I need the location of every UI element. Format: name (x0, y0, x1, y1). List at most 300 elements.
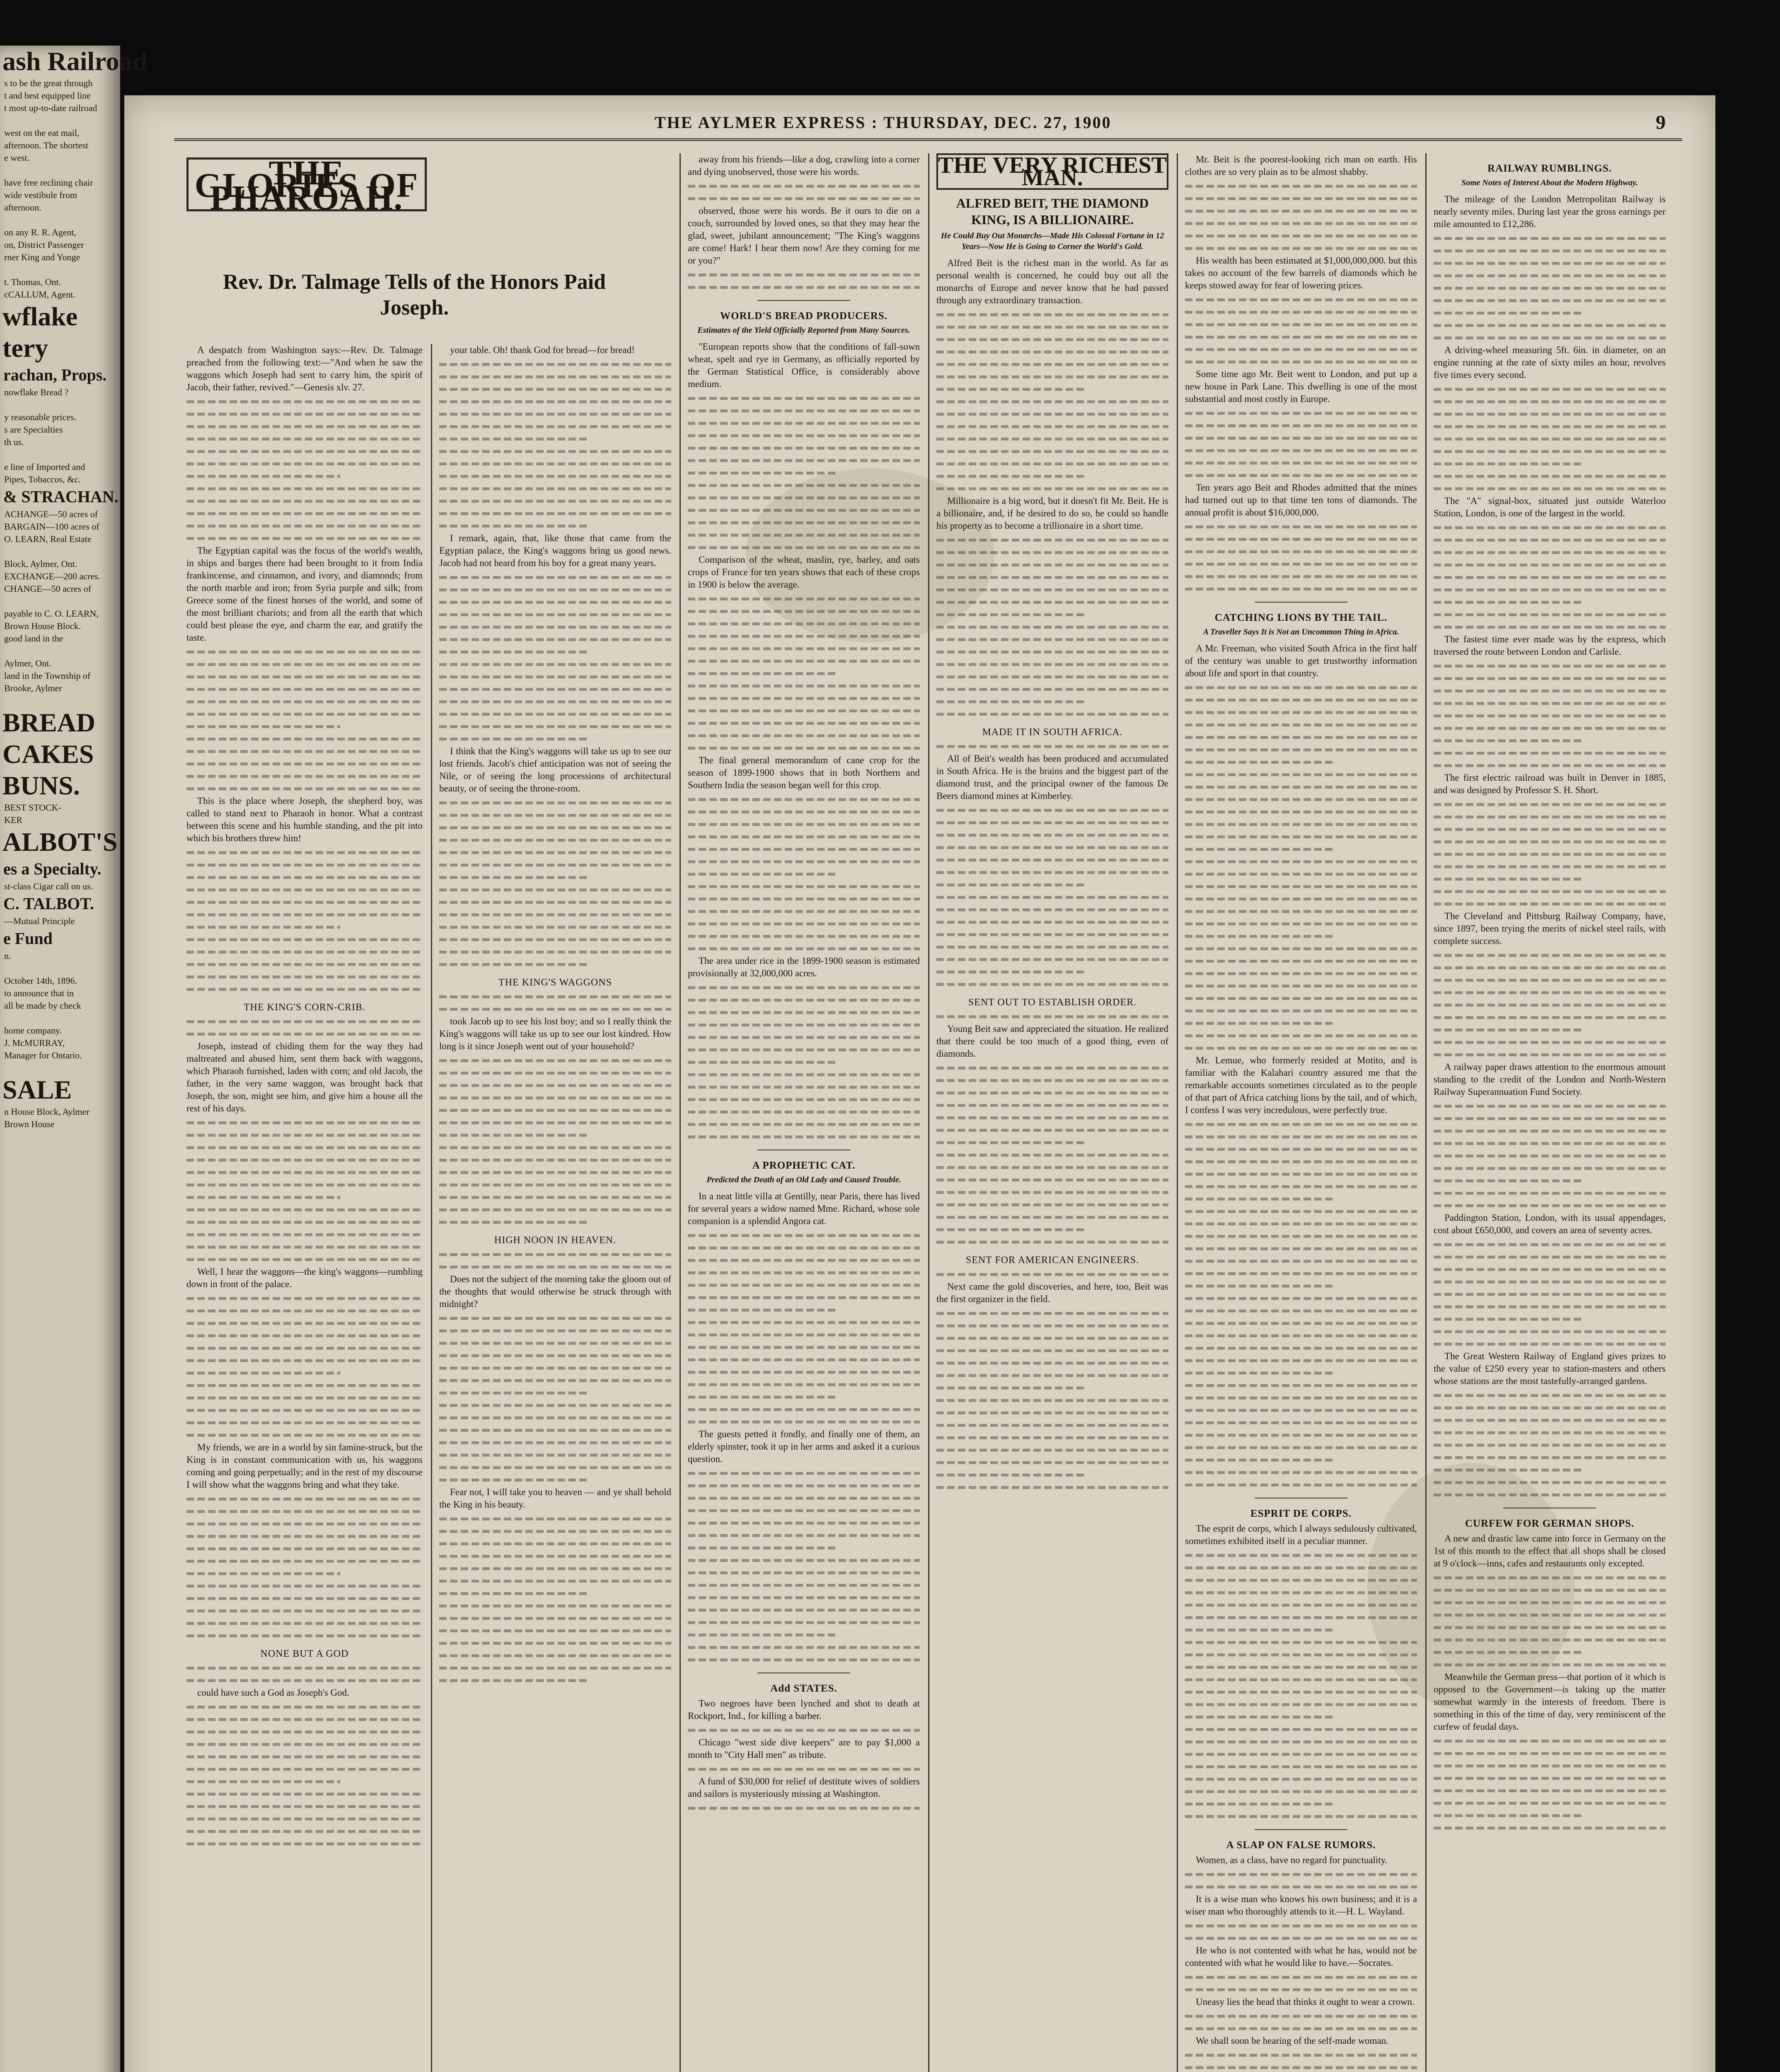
article-paragraph: away from his friends—like a dog, crawling into a corner and dying unobserved, those were his words. (688, 154, 920, 177)
text-line (439, 457, 671, 470)
fragment-line: afternoon. (4, 202, 41, 213)
text-line (1434, 420, 1666, 433)
text-line (1185, 781, 1417, 793)
text-line (936, 816, 1168, 829)
text-line (1185, 1029, 1417, 1042)
text-line (1185, 242, 1417, 254)
text-line (1185, 1868, 1417, 1881)
text-line (1185, 1479, 1417, 1491)
text-line (688, 392, 920, 404)
text-line (439, 834, 671, 846)
text-line (688, 1329, 920, 1341)
text-line (688, 1629, 920, 1641)
section-heading: MADE IT IN SOUTH AFRICA. (982, 727, 1123, 738)
text-line (186, 1580, 423, 1592)
article-paragraph: All of Beit's wealth has been produced and accumulated in South Africa. He is the brains and the biggest part of the diamond trust, and the principal owner of the famous De Beers diamond mines at Kimberley. (936, 753, 1168, 801)
text-line (688, 1591, 920, 1604)
text-line (439, 420, 671, 433)
fragment-line: e west. (4, 152, 30, 163)
text-line (688, 1019, 920, 1031)
separator (757, 300, 850, 301)
text-line (439, 733, 671, 745)
text-line (186, 1429, 423, 1441)
text-line (936, 1369, 1168, 1382)
article-paragraph: A despatch from Washington says:—Rev. Dr. Talmage preached from the following text:—"And when he saw the waggons which Joseph had sent to carry him, the spirit of Jacob, their father, revived."—Genesis xlv. 27. (186, 345, 423, 392)
text-line (186, 1154, 423, 1166)
text-line (1185, 1441, 1417, 1454)
text-line (688, 180, 920, 192)
text-line (936, 333, 1168, 346)
text-line (936, 571, 1168, 583)
text-line (688, 1304, 920, 1316)
article-paragraph: Millionaire is a big word, but it doesn't fit Mr. Beit. He is a billionaire, and, if he desired to do so, he could so handle his property as to become a trillionaire in a short time. (936, 496, 1168, 531)
article-paragraph: I remark, again, that, like those that came from the Egyptian palace, the King's waggons bring us good news. Jacob had not heard from his boy for a great many years. (439, 533, 671, 568)
text-line (1434, 457, 1666, 470)
left-page-fragment (0, 46, 148, 2072)
fragment-line: e Fund (3, 929, 53, 948)
text-line (688, 793, 920, 806)
text-line (1185, 205, 1417, 217)
text-line (688, 1279, 920, 1291)
text-line (1434, 1251, 1666, 1263)
text-line (1185, 1342, 1417, 1354)
text-line (688, 1554, 920, 1566)
text-line (439, 670, 671, 683)
text-line (186, 1416, 423, 1429)
text-line (1185, 706, 1417, 719)
text-line (1434, 1112, 1666, 1125)
text-line (186, 1354, 423, 1367)
text-line (936, 708, 1168, 720)
article-paragraph: My friends, we are in a world by sin famine-struck, but the King is in constant communication with us, his waggons coming and going perpetually; and in the rest of my discourse I will show what the waggons bring and what they take. (186, 1442, 423, 1490)
text-line (1185, 1367, 1417, 1379)
text-line (936, 1198, 1168, 1211)
fragment-filler (0, 595, 120, 608)
text-line (1185, 1205, 1417, 1218)
fragment-line: land in the Township of (4, 670, 91, 681)
text-line (688, 541, 920, 554)
text-line (186, 1837, 423, 1850)
article-paragraph: A driving-wheel measuring 5ft. 6in. in diameter, on an engine running at the rate of sixty miles an hour, revolves five times every second. (1434, 345, 1666, 380)
text-line (439, 482, 671, 495)
text-line (936, 633, 1168, 646)
text-line (688, 1043, 920, 1056)
text-line (688, 1291, 920, 1304)
text-line (688, 1529, 920, 1542)
fragment-line: & STRACHAN. (3, 487, 119, 506)
text-line (936, 457, 1168, 470)
article-paragraph: A Mr. Freeman, who visited South Africa in the first half of the century was unable to get trustworthy information about life and sport in that country. (1185, 643, 1417, 678)
article-paragraph: The mileage of the London Metropolitan Railway is nearly seventy miles. During last year the gross earnings per mile amounted to £12,286. (1434, 194, 1666, 229)
text-line (1185, 1292, 1417, 1305)
text-line (688, 1068, 920, 1081)
column-1-body (186, 344, 423, 2072)
text-line (688, 1130, 920, 1143)
text-line (688, 281, 920, 293)
text-line (439, 1612, 671, 1624)
text-line (1185, 1317, 1417, 1329)
text-line (439, 1474, 671, 1486)
text-line (1185, 1454, 1417, 1466)
article-paragraph: Women, as a class, have no regard for punctuality. (1196, 1855, 1388, 1865)
text-line (1434, 596, 1666, 608)
text-line (439, 908, 671, 921)
text-line (439, 1575, 671, 1587)
text-line (1434, 1338, 1666, 1350)
headline-glories: THE GLORIES OF PHAROAH. (186, 157, 427, 211)
text-line (1434, 860, 1666, 873)
text-line (186, 1542, 423, 1555)
text-line (439, 1399, 671, 1411)
text-line (688, 1242, 920, 1254)
text-line (688, 429, 920, 442)
text-line (186, 846, 423, 859)
text-line (439, 846, 671, 859)
text-line (1185, 756, 1417, 768)
article-paragraph: The final general memorandum of cane crop for the season of 1899-1900 shows that in both Northern and Southern India the season began well for this crop. (688, 755, 920, 790)
fragment-filler (0, 164, 120, 177)
text-line (439, 1600, 671, 1612)
text-line (186, 408, 423, 420)
fragment-filler (0, 1062, 120, 1074)
text-line (1434, 1747, 1666, 1760)
text-line (688, 868, 920, 880)
text-line (186, 1662, 423, 1674)
fragment-line: Pipes, Tobaccos, &c. (4, 474, 81, 484)
text-line (439, 1141, 671, 1154)
fragment-line: west on the eat mail, (4, 128, 80, 138)
text-line (688, 818, 920, 830)
newspaper-page (124, 95, 1715, 2072)
text-line (186, 1592, 423, 1605)
text-line (688, 269, 920, 281)
text-line (439, 1129, 671, 1141)
text-line (439, 1587, 671, 1600)
text-line (186, 1567, 423, 1580)
text-line (1185, 855, 1417, 868)
text-line (1434, 685, 1666, 697)
text-line (936, 941, 1168, 953)
text-line (1185, 1466, 1417, 1479)
text-line (186, 971, 423, 983)
text-line (186, 1241, 423, 1253)
text-line (1185, 830, 1417, 843)
text-line (439, 884, 671, 896)
text-line (1434, 1100, 1666, 1112)
text-line (439, 720, 671, 733)
text-line (688, 830, 920, 843)
text-line (688, 1031, 920, 1043)
text-line (936, 596, 1168, 608)
text-line (439, 1374, 671, 1387)
text-line (936, 866, 1168, 879)
text-line (1185, 457, 1417, 469)
text-line (936, 621, 1168, 633)
text-line (439, 859, 671, 871)
text-line (439, 658, 671, 670)
text-line (186, 758, 423, 770)
text-line (1434, 1238, 1666, 1251)
text-line (439, 933, 671, 946)
column-rule (680, 153, 681, 2072)
text-line (1185, 1042, 1417, 1054)
text-line (186, 1813, 423, 1825)
fragment-line: October 14th, 1896. (4, 975, 77, 986)
subhead-talmage: Rev. Dr. Talmage Tells of the Honors Paid Joseph. (222, 270, 606, 320)
text-line (688, 655, 920, 667)
text-line (186, 1191, 423, 1203)
text-line (186, 733, 423, 745)
text-line (936, 1124, 1168, 1136)
text-line (688, 479, 920, 491)
text-line (688, 667, 920, 680)
fragment-filler (0, 114, 120, 127)
text-line (688, 1416, 920, 1428)
text-line (936, 395, 1168, 408)
text-line (688, 593, 920, 605)
article-paragraph: The first electric railroad was built in Denver in 1885, and was designed by Professor S. H. Short. (1434, 772, 1666, 795)
text-line (688, 1266, 920, 1279)
text-line (186, 1726, 423, 1738)
text-line (1185, 570, 1417, 583)
text-line (1185, 806, 1417, 818)
article-paragraph: Young Beit saw and appreciated the situation. He realized that there could be too much of a good thing, even of diamonds. (936, 1024, 1168, 1059)
text-line (439, 1662, 671, 1674)
headline-richest-man: THE VERY RICHEST MAN. (936, 153, 1168, 190)
text-line (1434, 534, 1666, 546)
text-line (688, 680, 920, 692)
text-line (1434, 660, 1666, 672)
text-line (688, 630, 920, 642)
text-line (186, 1015, 423, 1028)
text-line (936, 1074, 1168, 1087)
fragment-line: Aylmer, Ont. (4, 658, 51, 668)
article-paragraph: Next came the gold discoveries, and here, too, Beit was the first organizer in the field. (936, 1281, 1168, 1304)
text-line (186, 1518, 423, 1530)
text-line (688, 617, 920, 630)
heading-bread-producers: WORLD'S BREAD PRODUCERS. (720, 310, 888, 322)
masthead (174, 109, 1682, 141)
text-line (688, 1353, 920, 1366)
text-line (1185, 545, 1417, 558)
text-line (936, 1319, 1168, 1332)
text-line (186, 433, 423, 445)
heading-railway-rumblings: RAILWAY RUMBLINGS. (1487, 163, 1612, 174)
text-line (688, 704, 920, 717)
text-line (1434, 1621, 1666, 1634)
text-line (936, 1211, 1168, 1223)
text-line (688, 192, 920, 205)
text-line (186, 958, 423, 971)
text-line (1434, 408, 1666, 420)
text-line (1185, 1017, 1417, 1029)
text-line (936, 608, 1168, 621)
text-line (1185, 1329, 1417, 1342)
text-line (1434, 1288, 1666, 1300)
text-line (1185, 558, 1417, 570)
section-heading: HIGH NOON IN HEAVEN. (494, 1235, 617, 1246)
fragment-filler (0, 962, 120, 975)
article-paragraph: The "A" signal-box, situated just outside Waterloo Station, London, is one of the largest in the world. (1434, 496, 1666, 518)
text-line (439, 1624, 671, 1637)
text-line (1434, 1125, 1666, 1137)
text-line (186, 921, 423, 933)
text-line (186, 1116, 423, 1129)
text-line (936, 482, 1168, 495)
article-paragraph: We shall soon be hearing of the self-made woman. (1196, 2036, 1389, 2046)
text-line (186, 983, 423, 995)
text-line (936, 321, 1168, 333)
column-rule (1177, 153, 1178, 2072)
text-line (1185, 1242, 1417, 1255)
fragment-filler (0, 264, 120, 276)
text-line (439, 1261, 671, 1273)
text-line (1185, 1404, 1417, 1416)
text-line (1185, 992, 1417, 1005)
text-line (688, 1056, 920, 1068)
text-line (1434, 445, 1666, 457)
text-line (688, 1081, 920, 1093)
text-line (1185, 1971, 1417, 1983)
text-line (936, 1431, 1168, 1444)
text-line (1185, 331, 1417, 343)
text-line (439, 821, 671, 834)
text-line (186, 1342, 423, 1354)
article-paragraph: Alfred Beit is the richest man in the world. As far as personal wealth is concerned, he could buy out all the monarchs of Europe and never know that he had passed through any extraordinary transaction. (936, 258, 1168, 305)
text-line (688, 1492, 920, 1504)
text-line (439, 608, 671, 621)
text-line (688, 504, 920, 516)
fragment-line: ash Railroad (2, 46, 148, 76)
text-line (186, 1750, 423, 1763)
text-line (1434, 1048, 1666, 1061)
fragment-filler (0, 1130, 120, 1143)
article-paragraph: Ten years ago Beit and Rhodes admitted that the mines had turned out up to that time ten tons of diamonds. The annual profit is about $16,000,000. (1185, 482, 1417, 518)
text-line (936, 804, 1168, 816)
text-line (439, 1411, 671, 1424)
text-line (1185, 768, 1417, 781)
text-line (688, 1763, 920, 1775)
text-line (1434, 1276, 1666, 1288)
text-line (439, 1461, 671, 1474)
text-line (1434, 1451, 1666, 1464)
article-paragraph: The guests petted it fondly, and finally one of them, an elderly spinster, took it up in her arms and asked it a curious question. (688, 1429, 920, 1464)
text-line (1434, 1760, 1666, 1772)
article-paragraph: A fund of $30,000 for relief of destitute wives of soldiers and sailors is mysteriously missing at Washington. (688, 1776, 920, 1799)
text-line (936, 854, 1168, 866)
text-line (1185, 1549, 1417, 1561)
text-line (439, 1079, 671, 1092)
text-line (186, 708, 423, 720)
text-line (688, 1479, 920, 1492)
text-line (439, 495, 671, 507)
text-line (1185, 1636, 1417, 1648)
text-line (186, 859, 423, 871)
text-line (1185, 356, 1417, 368)
text-line (1185, 1648, 1417, 1661)
text-line (439, 683, 671, 695)
fragment-line: C. TALBOT. (3, 894, 94, 913)
text-line (1434, 974, 1666, 986)
fragment-line: BEST STOCK- (4, 802, 61, 813)
text-line (439, 646, 671, 658)
text-line (936, 1268, 1168, 1280)
text-line (1185, 1599, 1417, 1611)
text-line (688, 417, 920, 429)
fragment-line: th us. (4, 437, 24, 447)
text-line (1185, 306, 1417, 318)
text-line (1185, 1305, 1417, 1317)
fragment-line: t. Thomas, Ont. (4, 277, 61, 287)
section-heading: SENT OUT TO ESTABLISH ORDER. (968, 997, 1137, 1008)
text-line (1185, 1255, 1417, 1267)
text-line (186, 1228, 423, 1241)
text-line (688, 1106, 920, 1118)
text-line (688, 905, 920, 917)
text-line (186, 720, 423, 733)
fragment-line: y reasonable prices. (4, 412, 77, 422)
text-line (439, 596, 671, 608)
deck-railway-rumblings: Some Notes of Interest About the Modern Highway. (1461, 178, 1638, 187)
text-line (1185, 1698, 1417, 1711)
text-line (936, 740, 1168, 753)
text-line (1185, 868, 1417, 880)
text-line (1434, 282, 1666, 294)
text-line (1434, 383, 1666, 395)
text-line (439, 1324, 671, 1337)
text-line (936, 1456, 1168, 1469)
text-line (1185, 905, 1417, 917)
text-line (688, 1378, 920, 1391)
text-line (1185, 1392, 1417, 1404)
text-line (439, 408, 671, 420)
text-line (1185, 1280, 1417, 1292)
text-line (1434, 319, 1666, 332)
text-line (1185, 1711, 1417, 1723)
text-line (1185, 1920, 1417, 1932)
text-line (936, 559, 1168, 571)
text-line (1185, 1429, 1417, 1441)
article-paragraph: The Great Western Railway of England gives prizes to the value of £250 every year to station-masters and others whose stations are the most tastefully-arranged gardens. (1434, 1351, 1666, 1386)
text-line (936, 383, 1168, 395)
text-line (186, 1788, 423, 1800)
text-line (186, 1379, 423, 1392)
text-line (1434, 1571, 1666, 1584)
deck-catching-lions: A Traveller Says It is Not an Uncommon Thing in Africa. (1203, 627, 1399, 637)
fragment-filler (0, 545, 120, 558)
text-line (186, 1129, 423, 1141)
text-line (688, 1391, 920, 1403)
masthead-title: THE AYLMER EXPRESS : THURSDAY, DEC. 27, 1900 (655, 113, 1112, 132)
text-line (688, 442, 920, 454)
fragment-line: rachan, Props. (3, 366, 107, 384)
text-line (1434, 1325, 1666, 1338)
text-line (1185, 893, 1417, 905)
text-line (1185, 955, 1417, 967)
text-line (1434, 294, 1666, 307)
text-line (936, 695, 1168, 708)
article-paragraph: could have such a God as Joseph's God. (197, 1687, 349, 1698)
text-line (1185, 230, 1417, 242)
text-line (1434, 470, 1666, 482)
text-line (1434, 1263, 1666, 1276)
text-line (186, 1253, 423, 1266)
fragment-line: wflake (2, 302, 78, 331)
text-line (186, 1825, 423, 1837)
text-line (186, 445, 423, 457)
text-line (1185, 743, 1417, 756)
subhead-block (186, 269, 642, 352)
